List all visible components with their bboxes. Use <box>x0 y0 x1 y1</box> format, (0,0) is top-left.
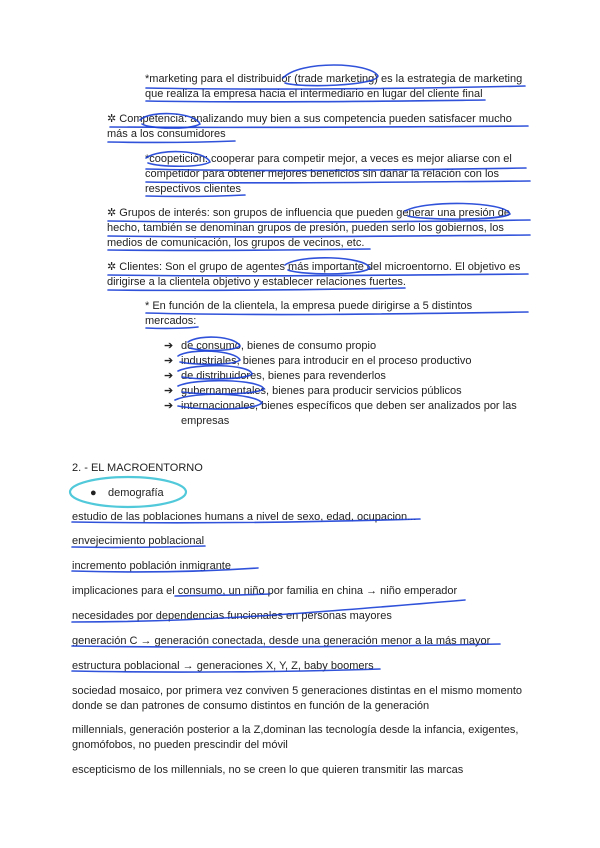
text-line: medios de comunicación, los grupos de vecinos, etc. <box>107 237 365 249</box>
arrow-icon: ➔ <box>164 355 174 367</box>
trade-marketing-note <box>145 72 527 102</box>
text-line: sociedad mosaico, por primera vez conviven 5 generaciones distintas en el mismo momento <box>72 685 522 697</box>
text-line: escepticismo de los millennials, no se creen lo que quieren transmitir las marcas <box>72 764 464 776</box>
text-line: implicaciones para el consumo, un niño por familia en china → niño emperador <box>72 585 458 597</box>
funcion-paragraph <box>145 299 527 329</box>
list-item: ➔ gubernamentales, bienes para producir servicios públicos <box>164 385 462 397</box>
mosaico-paragraph <box>72 684 532 714</box>
text-line: generación C → generación conectada, desde una generación menor a la más mayor <box>72 635 491 647</box>
millennials-paragraph <box>72 723 532 753</box>
text-line: estudio de las poblaciones humans a nivel de sexo, edad, ocupacion... <box>72 511 417 523</box>
list-item: ➔ de consumo, bienes de consumo propio <box>164 340 377 352</box>
text-line: millennials, generación posterior a la Z,dominan las tecnología desde la infancia, exigentes, <box>72 724 519 736</box>
list-item: ➔ industriales, bienes para introducir en el proceso productivo <box>164 355 472 367</box>
arrow-icon: ➔ <box>164 385 174 397</box>
arrow-icon: ➔ <box>164 400 174 412</box>
text-line: donde se dan patrones de consumo distintos en función de la generación <box>72 700 430 712</box>
grupos-paragraph <box>107 206 527 251</box>
text-line: ✲ Grupos de interés: son grupos de influencia que pueden generar una presión de <box>107 207 511 219</box>
text-line: ✲ Competencia: analizando muy bien a sus competencia pueden satisfacer mucho <box>107 113 512 125</box>
text-line: gnomófobos, no pueden prescindir del móvil <box>72 739 288 751</box>
text-line: ✲ Clientes: Son el grupo de agentes más importante del microentorno. El objetivo es <box>107 261 521 273</box>
text-line: competidor para obtener mejores beneficios sin dañar la relación con los <box>145 168 500 180</box>
bullet-label: demografía <box>108 487 164 499</box>
text-line: hecho, también se denominan grupos de presión, pueden serlo los gobiernos, los <box>107 222 504 234</box>
mercados-list <box>164 339 530 429</box>
arrow-icon: ➔ <box>164 340 174 352</box>
text-line: dirigirse a la clientela objetivo y establecer relaciones fuertes. <box>107 276 406 288</box>
list-item: ➔ internacionales, bienes específicos que deben ser analizados por las empresas <box>164 400 517 427</box>
demografia-bullet <box>90 486 164 501</box>
text-line: envejecimiento poblacional <box>72 535 205 547</box>
list-item: ➔ de distribuidores, bienes para revenderlos <box>164 370 386 382</box>
competencia-paragraph <box>107 112 527 142</box>
text-line: *coopetición: cooperar para competir mejor, a veces es mejor aliarse con el <box>145 153 512 165</box>
arrow-icon: ➔ <box>164 370 174 382</box>
text-line: estructura poblacional → generaciones X, Y, Z, baby boomers <box>72 660 374 672</box>
text-line: *marketing para el distribuidor (trade marketing) es la estrategia de marketing <box>145 73 523 85</box>
text-line: que realiza la empresa hacia el intermediario en lugar del cliente final <box>145 88 483 100</box>
section-heading: 2. - EL MACROENTORNO <box>72 462 203 474</box>
clientes-paragraph <box>107 260 527 290</box>
text-line: mercados: <box>145 315 197 327</box>
text-line: necesidades por dependencias funcionales en personas mayores <box>72 610 392 622</box>
bullet-dot-icon: ● <box>90 487 97 499</box>
text-line: * En función de la clientela, la empresa puede dirigirse a 5 distintos <box>145 300 473 312</box>
coopeticion-paragraph <box>145 152 527 197</box>
text-line: más a los consumidores <box>107 128 226 140</box>
text-line: incremento población inmigrante <box>72 560 231 572</box>
text-line: respectivos clientes <box>145 183 241 195</box>
